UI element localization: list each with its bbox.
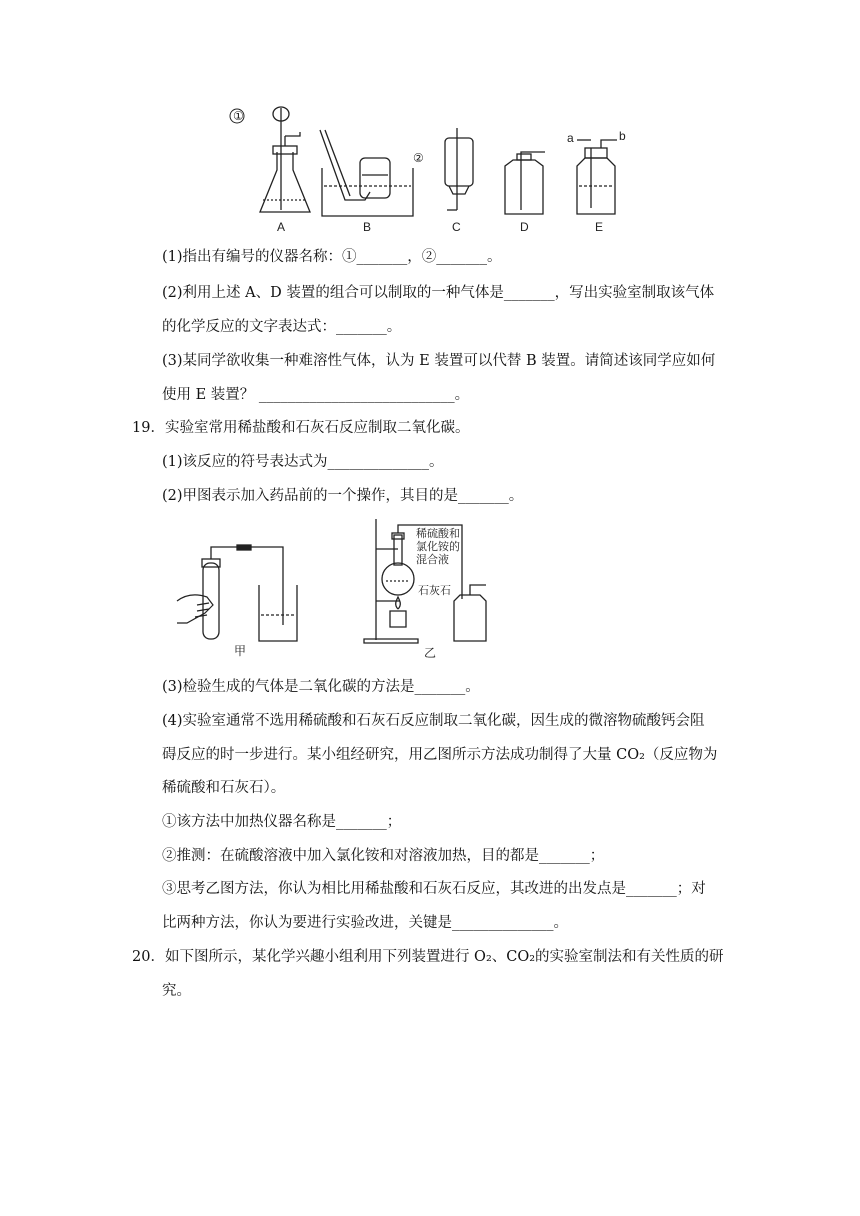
figure-marker-1: ① — [233, 109, 244, 123]
yi-label-ammonium: 氯化铵的 — [416, 540, 460, 553]
figure-jia-airtightness — [175, 543, 305, 658]
q19-part4-line1: (4)实验室通常不选用稀硫酸和石灰石反应制取二氧化碳，因生成的微溶物硫酸钙会阻 — [162, 713, 705, 729]
q18-part1: (1)指出有编号的仪器名称：①_______，②_______。 — [162, 249, 502, 265]
q18-part2-line1: (2)利用上述 A、D 装置的组合可以制取的一种气体是_______，写出实验室制取该气体 — [162, 285, 715, 301]
q20-stem-line1: 20．如下图所示，某化学兴趣小组利用下列装置进行 O₂、CO₂的实验室制法和有关性质的研 — [132, 949, 724, 965]
q19-sub1: ①该方法中加热仪器名称是_______； — [162, 814, 402, 830]
q18-part2-line2: 的化学反应的文字表达式：_______。 — [162, 319, 402, 335]
q18-part3-line2: 使用 E 装置？ ___________________________。 — [162, 387, 470, 403]
q19-sub2: ②推测：在硫酸溶液中加入氯化铵和对溶液加热，目的都是_______； — [162, 848, 605, 864]
figure-yi-label: 乙 — [424, 646, 437, 660]
figure-jia-label: 甲 — [234, 644, 247, 658]
yi-label-limestone: 石灰石 — [418, 584, 451, 597]
apparatus-b-trough — [320, 130, 413, 216]
apparatus-a-flask — [260, 107, 310, 212]
yi-label-acid: 稀硫酸和 — [416, 527, 460, 540]
label-a: A — [277, 220, 286, 234]
q20-stem-line2: 究。 — [162, 983, 191, 999]
label-c: C — [452, 220, 461, 234]
q19-stem: 19．实验室常用稀盐酸和石灰石反应制取二氧化碳。 — [132, 420, 470, 436]
port-b-label: b — [619, 129, 626, 143]
apparatus-figure-a-e — [225, 100, 635, 240]
q19-part3: (3)检验生成的气体是二氧化碳的方法是_______。 — [162, 679, 480, 695]
q19-part2: (2)甲图表示加入药品前的一个操作，其目的是_______。 — [162, 488, 524, 504]
q19-part4-line2: 碍反应的时一步进行。某小组经研究，用乙图所示方法成功制得了大量 CO₂（反应物为 — [162, 747, 718, 763]
figure-marker-2: ② — [413, 151, 424, 165]
label-e: E — [595, 220, 604, 234]
q18-part3-line1: (3)某同学欲收集一种难溶性气体，认为 E 装置可以代替 B 装置。请简述该同学应如何 — [162, 353, 716, 369]
apparatus-c-bottle — [445, 128, 473, 210]
label-d: D — [520, 220, 529, 234]
q19-part1: (1)该反应的符号表达式为______________。 — [162, 454, 444, 470]
apparatus-d-bottle — [505, 152, 545, 214]
yi-label-mixture: 混合液 — [416, 553, 449, 566]
figure-yi-apparatus — [358, 515, 498, 660]
label-b: B — [363, 220, 372, 234]
port-a-label: a — [567, 131, 574, 145]
q19-sub3-line2: 比两种方法，你认为要进行实验改进，关键是______________。 — [162, 915, 568, 931]
q19-sub3-line1: ③思考乙图方法，你认为相比用稀盐酸和石灰石反应，其改进的出发点是_______；对 — [162, 881, 706, 897]
q19-part4-line3: 稀硫酸和石灰石）。 — [162, 780, 286, 796]
apparatus-e-bottle — [577, 140, 617, 214]
